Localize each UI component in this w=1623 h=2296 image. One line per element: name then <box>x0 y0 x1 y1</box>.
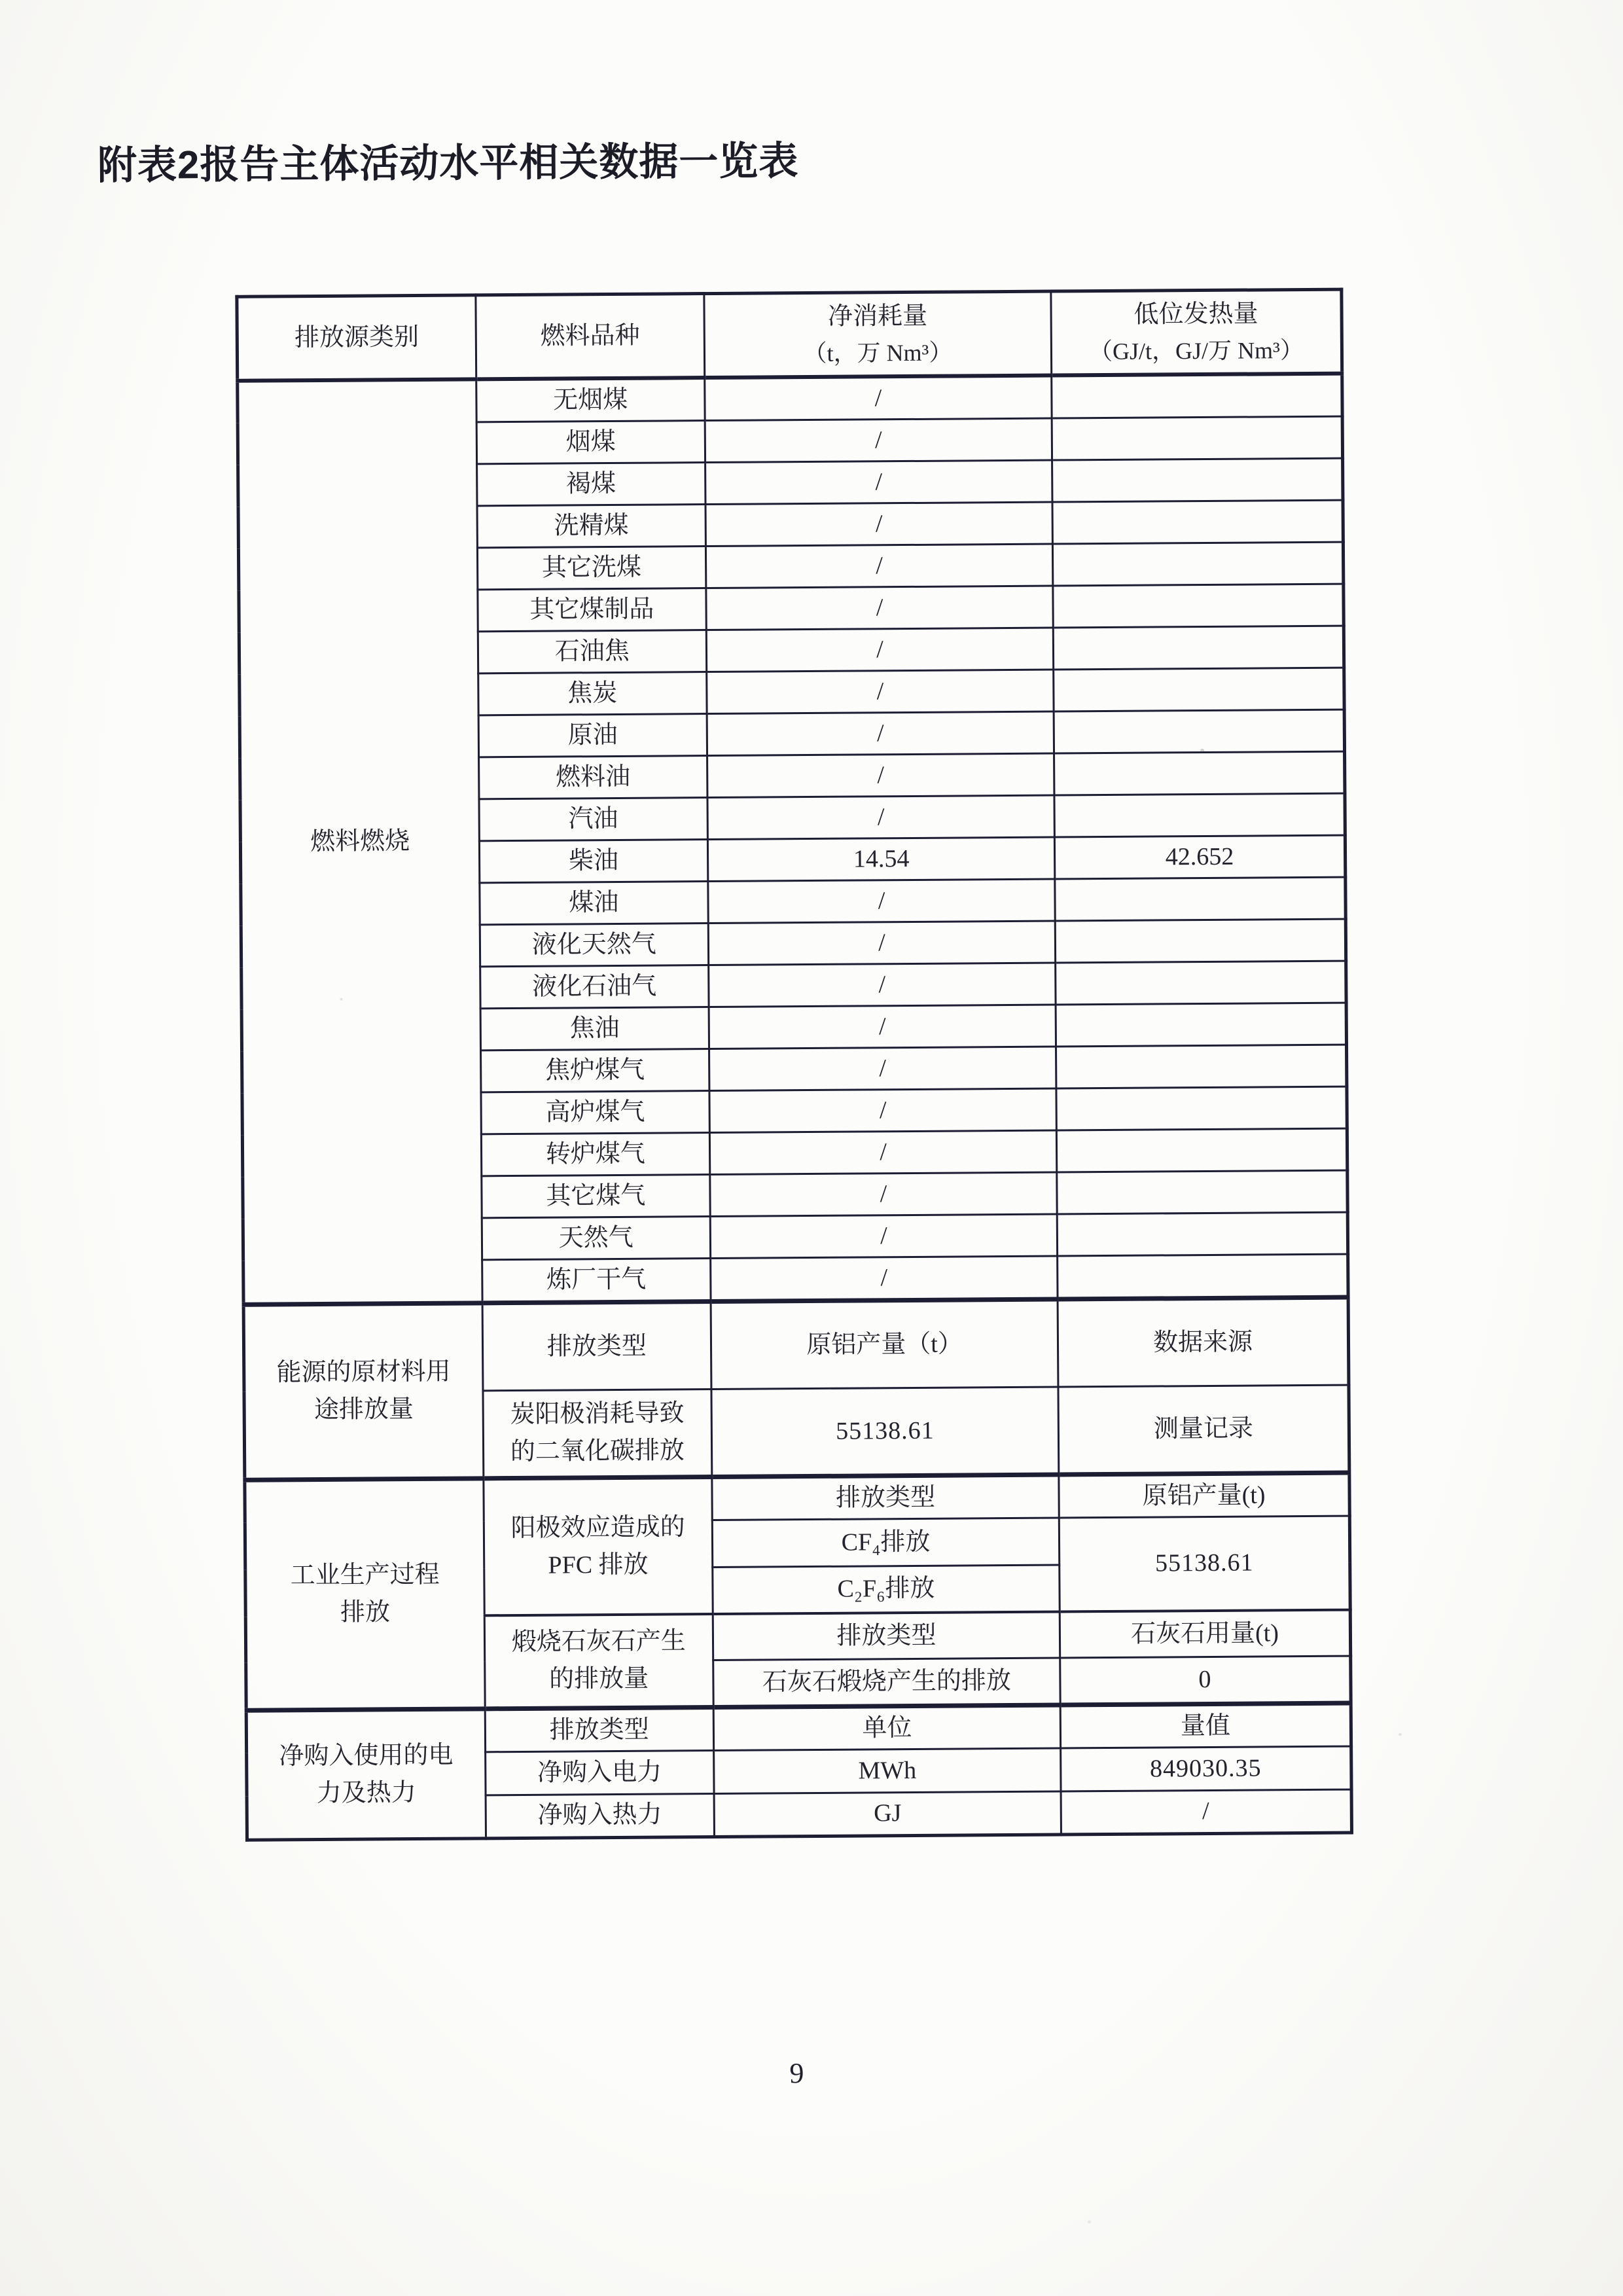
fuel-name-cell: 高炉煤气 <box>481 1090 710 1134</box>
limestone-usage-label-cell: 石灰石用量(t) <box>1060 1610 1350 1658</box>
pfc-block-label-cell: 阳极效应造成的 PFC 排放 <box>483 1477 713 1615</box>
heating-value-cell <box>1054 751 1345 795</box>
purchased-electricity-type-cell: 净购入电力 <box>485 1750 714 1795</box>
consumption-cell: / <box>707 670 1054 714</box>
fuel-name-cell: 液化石油气 <box>480 965 709 1008</box>
consumption-cell: / <box>705 375 1052 420</box>
consumption-cell: / <box>711 1256 1058 1302</box>
industrial-process-category-cell: 工业生产过程 排放 <box>245 1478 485 1710</box>
scan-speck <box>1200 749 1204 752</box>
purchased-power-section <box>246 1703 1351 1840</box>
consumption-cell: / <box>709 1047 1056 1091</box>
fuel-name-cell: 石油焦 <box>478 630 707 673</box>
heating-value-cell <box>1052 458 1343 502</box>
pfc-emission-type-label-cell: 排放类型 <box>712 1475 1059 1520</box>
consumption-cell: / <box>709 963 1056 1007</box>
consumption-cell: / <box>708 921 1055 965</box>
heating-value-cell <box>1056 1128 1347 1172</box>
heating-value-cell <box>1054 709 1344 753</box>
fuel-name-cell: 燃料油 <box>478 755 707 798</box>
fuel-name-cell: 焦炭 <box>478 672 707 715</box>
consumption-cell: / <box>707 753 1054 798</box>
limestone-block-label-cell: 煅烧石灰石产生 的排放量 <box>484 1614 713 1708</box>
consumption-cell: / <box>710 1214 1057 1259</box>
limestone-emission-type-label-cell: 排放类型 <box>713 1612 1060 1660</box>
consumption-cell: / <box>709 1005 1056 1049</box>
fuel-name-cell: 天然气 <box>482 1216 711 1259</box>
consumption-cell: / <box>705 418 1052 463</box>
scan-speck <box>340 998 342 1001</box>
power-emission-type-label-cell: 排放类型 <box>485 1707 714 1751</box>
consumption-cell: / <box>708 879 1055 924</box>
purchased-heat-unit-cell: GJ <box>714 1791 1061 1837</box>
heating-value-cell <box>1054 668 1344 711</box>
pfc-quantity-cell: 55138.61 <box>1059 1516 1350 1612</box>
header-source-category: 排放源类别 <box>237 295 476 380</box>
heating-value-cell: 42.652 <box>1054 835 1345 879</box>
purchased-electricity-unit-cell: MWh <box>714 1748 1061 1793</box>
heating-value-cell <box>1052 500 1343 544</box>
heating-value-cell <box>1057 1212 1347 1256</box>
header-fuel-type: 燃料品种 <box>475 294 704 379</box>
fuel-name-cell: 洗精煤 <box>477 504 706 547</box>
header-heating-value-line1: 低位发热量 <box>1133 300 1258 329</box>
purchased-electricity-value-cell: 849030.35 <box>1061 1746 1351 1791</box>
purchased-heat-type-cell: 净购入热力 <box>486 1793 715 1838</box>
fuel-name-cell: 原油 <box>478 713 707 757</box>
header-heating-value-line2: （GJ/t，GJ/万 Nm³） <box>1088 336 1304 365</box>
fuel-combustion-category-cell: 燃料燃烧 <box>238 379 482 1304</box>
page-number: 9 <box>789 2057 804 2090</box>
fuel-combustion-section <box>238 373 1348 1304</box>
fuel-name-cell: 烟煤 <box>476 420 705 463</box>
header-net-consumption <box>704 291 1052 378</box>
heating-value-cell <box>1056 1045 1347 1088</box>
fuel-name-cell: 液化天然气 <box>480 923 709 966</box>
header-net-consumption-line1: 净消耗量 <box>827 302 928 331</box>
consumption-cell: / <box>709 1088 1056 1133</box>
heating-value-cell <box>1052 416 1342 460</box>
pfc-header-row <box>245 1473 1349 1523</box>
heating-value-cell <box>1053 584 1344 628</box>
consumption-cell: / <box>705 502 1052 547</box>
fuel-name-cell: 其它煤气 <box>481 1174 710 1217</box>
raw-material-category-cell: 能源的原材料用 途排放量 <box>243 1302 483 1479</box>
heating-value-cell <box>1058 1254 1348 1299</box>
heating-value-cell <box>1055 919 1346 963</box>
anode-co2-emission-cell: 炭阳极消耗导致 的二氧化碳排放 <box>483 1389 712 1478</box>
header-heating-value <box>1051 289 1342 375</box>
fuel-name-cell: 柴油 <box>479 839 708 882</box>
fuel-name-cell: 转炉煤气 <box>481 1132 710 1175</box>
fuel-name-cell: 无烟煤 <box>476 378 705 422</box>
consumption-cell: / <box>706 586 1053 630</box>
page-title: 附表2报告主体活动水平相关数据一览表 <box>97 139 799 188</box>
pfc-aluminum-output-label-cell: 原铝产量(t) <box>1059 1473 1349 1518</box>
heating-value-cell <box>1054 793 1345 837</box>
anode-co2-source-cell: 测量记录 <box>1058 1385 1349 1475</box>
limestone-quantity-cell: 0 <box>1060 1656 1351 1705</box>
emission-type-label-cell: 排放类型 <box>482 1301 711 1390</box>
heating-value-cell <box>1053 626 1344 670</box>
consumption-cell: / <box>709 1130 1056 1175</box>
fuel-name-cell: 煤油 <box>479 881 708 924</box>
purchased-power-category-cell: 净购入使用的电 力及热力 <box>246 1708 486 1839</box>
power-unit-label-cell: 单位 <box>713 1705 1060 1751</box>
consumption-cell: 14.54 <box>707 837 1054 882</box>
c2f6-emission-cell: C₂F₆排放 <box>713 1565 1060 1615</box>
consumption-cell: / <box>705 460 1052 505</box>
raw-material-header-row <box>243 1297 1349 1392</box>
header-net-consumption-line2: （t，万 Nm³） <box>803 339 953 367</box>
heating-value-cell <box>1055 877 1346 921</box>
cf4-emission-cell: CF₄排放 <box>712 1518 1059 1568</box>
consumption-cell: / <box>705 544 1052 588</box>
consumption-cell: / <box>707 711 1054 756</box>
heating-value-cell <box>1056 1003 1346 1047</box>
fuel-row <box>238 373 1342 423</box>
fuel-name-cell: 汽油 <box>479 797 708 840</box>
fuel-name-cell: 焦油 <box>480 1007 709 1050</box>
power-header-row <box>246 1703 1351 1753</box>
aluminum-output-label-cell: 原铝产量（t） <box>711 1299 1058 1390</box>
consumption-cell: / <box>706 628 1053 672</box>
scan-speck <box>1088 2220 1091 2223</box>
power-value-label-cell: 量值 <box>1060 1703 1351 1748</box>
fuel-name-cell: 其它洗煤 <box>477 546 706 589</box>
fuel-name-cell: 炼厂干气 <box>482 1258 711 1302</box>
data-source-label-cell: 数据来源 <box>1058 1297 1349 1387</box>
limestone-emission-cell: 石灰石煅烧产生的排放 <box>713 1658 1060 1708</box>
fuel-name-cell: 焦炉煤气 <box>480 1049 709 1092</box>
anode-co2-quantity-cell: 55138.61 <box>711 1387 1059 1477</box>
raw-material-use-section <box>243 1297 1349 1480</box>
heating-value-cell <box>1056 1086 1347 1130</box>
consumption-cell: / <box>710 1172 1057 1217</box>
heating-value-cell <box>1056 961 1346 1005</box>
heating-value-cell <box>1052 542 1343 586</box>
activity-data-table <box>235 288 1353 1842</box>
table-header-row <box>237 289 1342 380</box>
scan-speck <box>1399 1733 1402 1736</box>
fuel-name-cell: 褐煤 <box>476 462 705 505</box>
purchased-heat-value-cell: / <box>1061 1789 1351 1835</box>
fuel-name-cell: 其它煤制品 <box>477 588 706 631</box>
heating-value-cell <box>1057 1170 1347 1214</box>
consumption-cell: / <box>707 795 1054 840</box>
heating-value-cell <box>1052 373 1342 418</box>
industrial-process-section <box>245 1473 1351 1710</box>
